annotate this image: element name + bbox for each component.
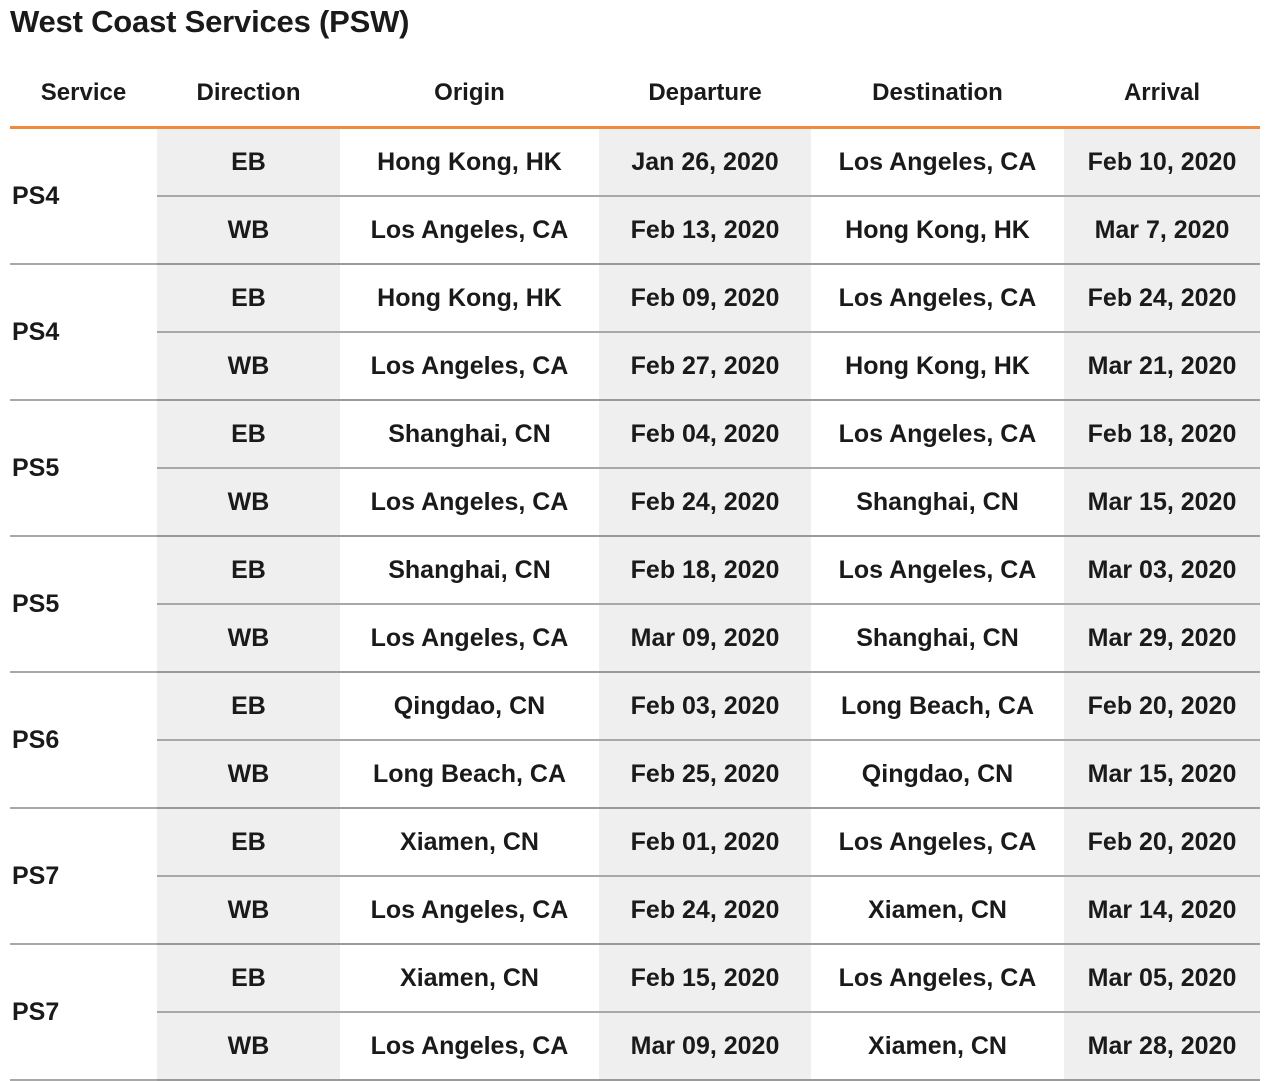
direction-cell: WB (157, 740, 340, 808)
departure-cell: Feb 24, 2020 (599, 468, 811, 536)
table-row (10, 740, 1260, 808)
arrival-cell: Feb 18, 2020 (1064, 400, 1260, 468)
direction-cell: EB (157, 536, 340, 604)
departure-cell: Feb 25, 2020 (599, 740, 811, 808)
column-header-departure: Departure (599, 60, 811, 128)
arrival-cell: Mar 15, 2020 (1064, 468, 1260, 536)
direction-cell: WB (157, 196, 340, 264)
destination-cell: Shanghai, CN (811, 604, 1064, 672)
table-row (10, 1012, 1260, 1080)
table-row (10, 536, 1260, 604)
departure-cell: Feb 03, 2020 (599, 672, 811, 740)
table-row (10, 604, 1260, 672)
direction-cell: EB (157, 264, 340, 332)
origin-cell: Los Angeles, CA (340, 196, 599, 264)
direction-cell: EB (157, 672, 340, 740)
origin-cell: Xiamen, CN (340, 944, 599, 1012)
service-cell: PS6 (10, 672, 157, 808)
origin-cell: Hong Kong, HK (340, 264, 599, 332)
arrival-cell: Mar 21, 2020 (1064, 332, 1260, 400)
arrival-cell: Mar 03, 2020 (1064, 536, 1260, 604)
table-row (10, 196, 1260, 264)
direction-cell: EB (157, 400, 340, 468)
destination-cell: Qingdao, CN (811, 740, 1064, 808)
arrival-cell: Mar 14, 2020 (1064, 876, 1260, 944)
column-header-service: Service (10, 60, 157, 128)
direction-cell: EB (157, 808, 340, 876)
arrival-cell: Mar 7, 2020 (1064, 196, 1260, 264)
service-cell: PS4 (10, 128, 157, 265)
direction-cell: WB (157, 1012, 340, 1080)
origin-cell: Shanghai, CN (340, 400, 599, 468)
destination-cell: Xiamen, CN (811, 876, 1064, 944)
origin-cell: Hong Kong, HK (340, 128, 599, 197)
arrival-cell: Feb 10, 2020 (1064, 128, 1260, 197)
origin-cell: Shanghai, CN (340, 536, 599, 604)
direction-cell: EB (157, 944, 340, 1012)
direction-cell: WB (157, 876, 340, 944)
departure-cell: Feb 04, 2020 (599, 400, 811, 468)
arrival-cell: Feb 20, 2020 (1064, 672, 1260, 740)
page-title: West Coast Services (PSW) (10, 4, 410, 39)
departure-cell: Jan 26, 2020 (599, 128, 811, 197)
origin-cell: Los Angeles, CA (340, 604, 599, 672)
table-row (10, 944, 1260, 1012)
departure-cell: Feb 27, 2020 (599, 332, 811, 400)
departure-cell: Feb 18, 2020 (599, 536, 811, 604)
destination-cell: Shanghai, CN (811, 468, 1064, 536)
destination-cell: Los Angeles, CA (811, 400, 1064, 468)
schedule-table (10, 60, 1260, 1081)
origin-cell: Los Angeles, CA (340, 1012, 599, 1080)
destination-cell: Los Angeles, CA (811, 536, 1064, 604)
schedule-body (10, 128, 1260, 1081)
header-row (10, 60, 1260, 128)
service-cell: PS7 (10, 944, 157, 1080)
destination-cell: Xiamen, CN (811, 1012, 1064, 1080)
departure-cell: Mar 09, 2020 (599, 604, 811, 672)
departure-cell: Mar 09, 2020 (599, 1012, 811, 1080)
column-header-direction: Direction (157, 60, 340, 128)
table-row (10, 876, 1260, 944)
service-cell: PS5 (10, 400, 157, 536)
destination-cell: Long Beach, CA (811, 672, 1064, 740)
destination-cell: Hong Kong, HK (811, 196, 1064, 264)
departure-cell: Feb 24, 2020 (599, 876, 811, 944)
arrival-cell: Feb 24, 2020 (1064, 264, 1260, 332)
destination-cell: Los Angeles, CA (811, 808, 1064, 876)
table-row (10, 332, 1260, 400)
origin-cell: Qingdao, CN (340, 672, 599, 740)
column-header-origin: Origin (340, 60, 599, 128)
arrival-cell: Feb 20, 2020 (1064, 808, 1260, 876)
origin-cell: Los Angeles, CA (340, 876, 599, 944)
arrival-cell: Mar 28, 2020 (1064, 1012, 1260, 1080)
arrival-cell: Mar 15, 2020 (1064, 740, 1260, 808)
origin-cell: Los Angeles, CA (340, 332, 599, 400)
arrival-cell: Mar 05, 2020 (1064, 944, 1260, 1012)
table-row (10, 128, 1260, 197)
destination-cell: Hong Kong, HK (811, 332, 1064, 400)
direction-cell: WB (157, 604, 340, 672)
table-row (10, 672, 1260, 740)
departure-cell: Feb 01, 2020 (599, 808, 811, 876)
service-cell: PS7 (10, 808, 157, 944)
departure-cell: Feb 09, 2020 (599, 264, 811, 332)
arrival-cell: Mar 29, 2020 (1064, 604, 1260, 672)
service-cell: PS5 (10, 536, 157, 672)
column-header-destination: Destination (811, 60, 1064, 128)
direction-cell: EB (157, 128, 340, 197)
departure-cell: Feb 13, 2020 (599, 196, 811, 264)
direction-cell: WB (157, 332, 340, 400)
destination-cell: Los Angeles, CA (811, 944, 1064, 1012)
direction-cell: WB (157, 468, 340, 536)
origin-cell: Xiamen, CN (340, 808, 599, 876)
column-header-arrival: Arrival (1064, 60, 1260, 128)
origin-cell: Long Beach, CA (340, 740, 599, 808)
table-row (10, 468, 1260, 536)
table-row (10, 400, 1260, 468)
origin-cell: Los Angeles, CA (340, 468, 599, 536)
destination-cell: Los Angeles, CA (811, 264, 1064, 332)
destination-cell: Los Angeles, CA (811, 128, 1064, 197)
table-row (10, 808, 1260, 876)
departure-cell: Feb 15, 2020 (599, 944, 811, 1012)
table-row (10, 264, 1260, 332)
service-cell: PS4 (10, 264, 157, 400)
